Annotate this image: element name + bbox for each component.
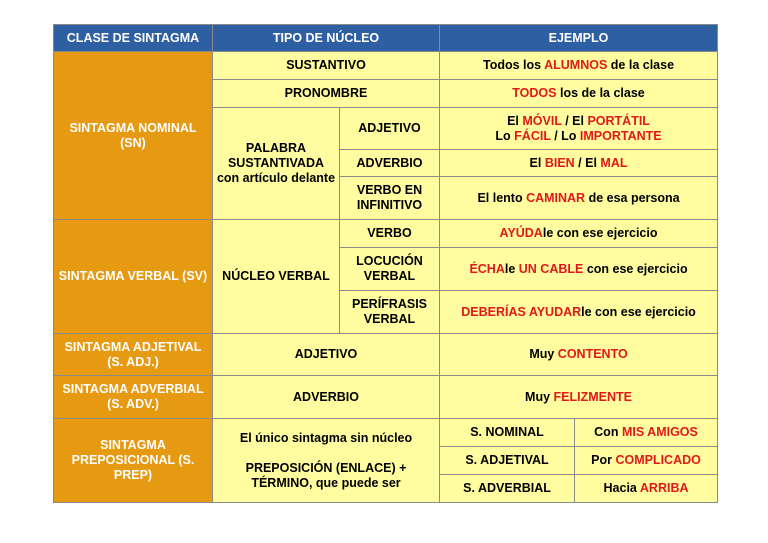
tipo-perifrasis-verbal: PERÍFRASIS VERBAL: [340, 291, 440, 334]
sprep-nota: El único sintagma sin núcleo: [239, 430, 413, 445]
header-ejemplo: EJEMPLO: [440, 25, 718, 52]
header-tipo: TIPO DE NÚCLEO: [213, 25, 440, 52]
clase-sn: SINTAGMA NOMINAL (SN): [54, 52, 213, 220]
tipo-preposicion: [213, 419, 440, 503]
tipo-pronombre: PRONOMBRE: [213, 80, 440, 108]
termino-s-adjetival: S. ADJETIVAL: [440, 447, 575, 475]
clase-sadj: SINTAGMA ADJETIVAL (S. ADJ.): [54, 334, 213, 376]
sprep-definicion: PREPOSICIÓN (ENLACE) + TÉRMINO, que puede ser: [245, 460, 407, 490]
tipo-adjetivo: ADJETIVO: [340, 108, 440, 150]
ejemplo-adverbio-sn: El BIEN / El MAL: [440, 150, 718, 177]
tipo-verbo-infinitivo: VERBO EN INFINITIVO: [340, 177, 440, 220]
tipo-palabra-sustantivada: PALABRA SUSTANTIVADA con artículo delante: [213, 108, 340, 220]
ejemplo-s-nominal: Con MIS AMIGOS: [575, 419, 718, 447]
ejemplo-sustantivo: Todos los ALUMNOS de la clase: [440, 52, 718, 80]
clase-sv: SINTAGMA VERBAL (SV): [54, 220, 213, 334]
clase-sprep: SINTAGMA PREPOSICIONAL (S. PREP): [54, 419, 213, 503]
tipo-verbo: VERBO: [340, 220, 440, 248]
ejemplo-pronombre: TODOS los de la clase: [440, 80, 718, 108]
tipo-adverbio-sn: ADVERBIO: [340, 150, 440, 177]
tipo-sustantivo: SUSTANTIVO: [213, 52, 440, 80]
ejemplo-perifrasis: DEBERÍAS AYUDARle con ese ejercicio: [440, 291, 718, 334]
termino-s-adverbial: S. ADVERBIAL: [440, 475, 575, 503]
ejemplo-locucion: ÉCHAle UN CABLE con ese ejercicio: [440, 248, 718, 291]
header-clase: CLASE DE SINTAGMA: [54, 25, 213, 52]
tipo-adjetivo-sadj: ADJETIVO: [213, 334, 440, 376]
tipo-adverbio-sadv: ADVERBIO: [213, 376, 440, 419]
tipo-locucion-verbal: LOCUCIÓN VERBAL: [340, 248, 440, 291]
ejemplo-sadj: Muy CONTENTO: [440, 334, 718, 376]
clase-sadv: SINTAGMA ADVERBIAL (S. ADV.): [54, 376, 213, 419]
ejemplo-infinitivo: El lento CAMINAR de esa persona: [440, 177, 718, 220]
ejemplo-s-adjetival: Por COMPLICADO: [575, 447, 718, 475]
tipo-nucleo-verbal: NÚCLEO VERBAL: [213, 220, 340, 334]
ejemplo-sadv: Muy FELIZMENTE: [440, 376, 718, 419]
ejemplo-s-adverbial: Hacia ARRIBA: [575, 475, 718, 503]
termino-s-nominal: S. NOMINAL: [440, 419, 575, 447]
sintagma-table: [53, 24, 718, 503]
ejemplo-adjetivo: El MÓVIL / El PORTÁTIL Lo FÁCIL / Lo IMPORTANTE: [440, 108, 718, 150]
ejemplo-verbo: AYÚDAle con ese ejercicio: [440, 220, 718, 248]
